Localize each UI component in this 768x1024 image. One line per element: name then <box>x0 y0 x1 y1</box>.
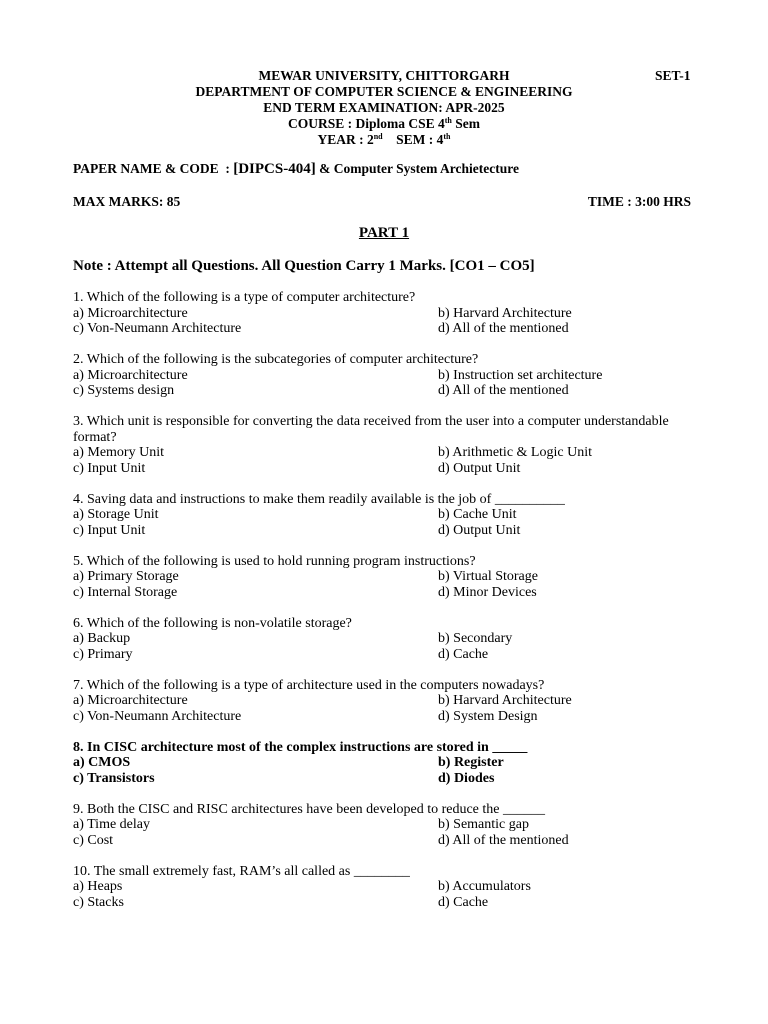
question-list <box>73 290 693 926</box>
question-text: 1. Which of the following is a type of computer architecture? <box>73 290 416 305</box>
option-c: c) Transistors <box>73 770 155 786</box>
department-name: DEPARTMENT OF COMPUTER SCIENCE & ENGINEERING <box>195 84 573 99</box>
option-a: a) Microarchitecture <box>73 693 188 708</box>
option-a: a) Storage Unit <box>73 507 159 522</box>
option-a: a) Backup <box>73 631 131 646</box>
part-heading: PART 1 <box>358 225 410 241</box>
option-c: c) Cost <box>73 832 114 848</box>
option-a: a) Primary Storage <box>73 569 179 584</box>
question-text: 4. Saving data and instructions to make them readily available is the job of __________ <box>73 491 565 507</box>
option-d: d) Cache <box>438 646 489 662</box>
option-a: a) Microarchitecture <box>73 305 188 321</box>
question-item <box>73 740 693 787</box>
option-b: b) Harvard Architecture <box>438 305 572 321</box>
question-item <box>73 554 693 601</box>
option-c: c) Input Unit <box>73 460 146 476</box>
option-b: b) Harvard Architecture <box>438 693 572 708</box>
year-sem-line: YEAR : 2nd SEM : 4th <box>317 132 451 147</box>
question-item <box>73 414 693 476</box>
option-d: d) System Design <box>438 708 538 724</box>
set-number: SET-1 <box>655 68 691 83</box>
option-b: b) Semantic gap <box>438 817 529 832</box>
question-item <box>73 616 693 663</box>
question-item <box>73 678 693 725</box>
option-d: d) All of the mentioned <box>438 321 569 336</box>
option-b: b) Cache Unit <box>438 507 517 522</box>
question-text: 8. In CISC architecture most of the complex instructions are stored in _____ <box>73 739 528 755</box>
exam-time: TIME : 3:00 HRS <box>587 194 691 209</box>
option-d: d) All of the mentioned <box>438 383 569 398</box>
exam-title: END TERM EXAMINATION: APR-2025 <box>263 100 505 115</box>
option-a: a) Heaps <box>73 879 123 894</box>
option-a: a) Microarchitecture <box>73 367 188 383</box>
option-d: d) All of the mentioned <box>438 832 569 848</box>
option-d: d) Cache <box>438 894 489 910</box>
question-text: 9. Both the CISC and RISC architectures have been developed to reduce the ______ <box>73 801 545 817</box>
option-c: c) Stacks <box>73 894 124 910</box>
question-item <box>73 864 693 911</box>
option-b: b) Secondary <box>438 631 513 646</box>
option-a: a) Time delay <box>73 817 150 832</box>
option-d: d) Minor Devices <box>438 584 537 600</box>
option-a: a) CMOS <box>73 755 131 770</box>
option-c: c) Von-Neumann Architecture <box>73 708 242 724</box>
question-text: 7. Which of the following is a type of architecture used in the computers nowadays? <box>73 677 545 693</box>
option-b: b) Accumulators <box>438 879 531 894</box>
option-d: d) Diodes <box>438 770 495 786</box>
option-d: d) Output Unit <box>438 522 521 538</box>
option-c: c) Systems design <box>73 383 175 398</box>
option-b: b) Instruction set architecture <box>438 367 603 383</box>
paper-name-code: PAPER NAME & CODE : [DIPCS-404] & Computer System Archietecture <box>73 161 519 177</box>
option-b: b) Arithmetic & Logic Unit <box>438 445 592 460</box>
question-text: 2. Which of the following is the subcategories of computer architecture? <box>73 352 479 367</box>
instructions-note: Note : Attempt all Questions. All Question Carry 1 Marks. [CO1 – CO5] <box>73 258 535 274</box>
option-c: c) Primary <box>73 646 133 662</box>
option-b: b) Register <box>438 755 504 770</box>
question-text: 3. Which unit is responsible for converting the data received from the user into a computer understandable format? <box>73 414 669 445</box>
max-marks: MAX MARKS: 85 <box>73 194 181 209</box>
option-c: c) Von-Neumann Architecture <box>73 321 242 336</box>
question-text: 6. Which of the following is non-volatile storage? <box>73 615 352 631</box>
question-item <box>73 802 693 849</box>
course-line: COURSE : Diploma CSE 4th Sem <box>287 116 481 131</box>
question-text: 5. Which of the following is used to hold running program instructions? <box>73 553 476 569</box>
question-item <box>73 492 693 539</box>
university-name: MEWAR UNIVERSITY, CHITTORGARH <box>258 68 510 83</box>
exam-header <box>0 68 768 148</box>
question-text: 10. The small extremely fast, RAM’s all called as ________ <box>73 863 410 879</box>
option-c: c) Internal Storage <box>73 584 178 600</box>
option-a: a) Memory Unit <box>73 445 164 460</box>
option-b: b) Virtual Storage <box>438 569 538 584</box>
question-item <box>73 290 693 337</box>
option-d: d) Output Unit <box>438 460 521 476</box>
question-item <box>73 352 693 399</box>
option-c: c) Input Unit <box>73 522 146 538</box>
